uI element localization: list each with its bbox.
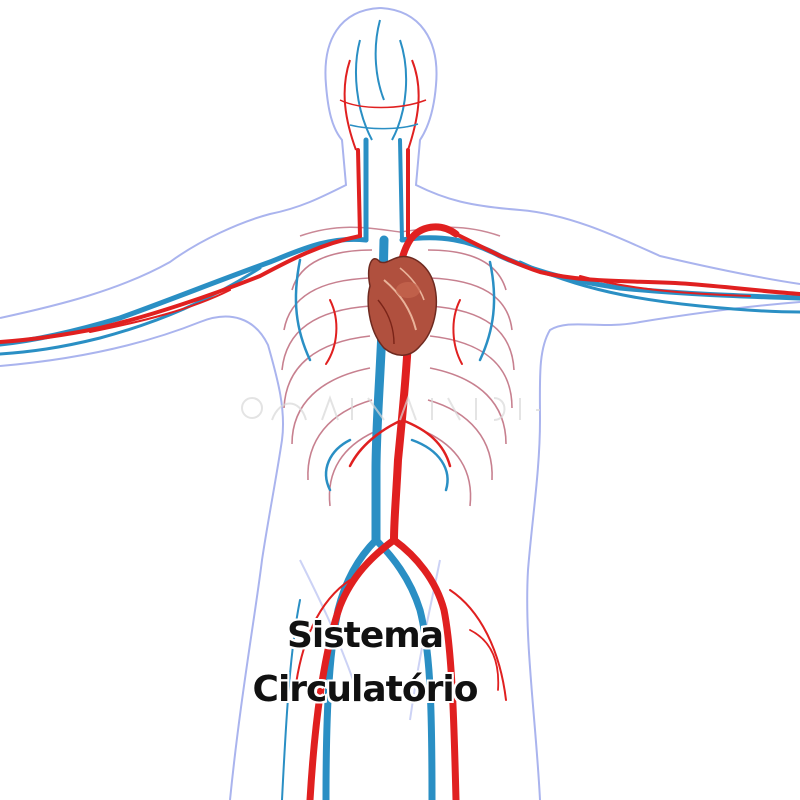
watermark: [242, 398, 540, 420]
head-vessels: [340, 20, 426, 150]
caption-line-1: Sistema: [286, 615, 444, 656]
caption-line-2: Circulatório: [252, 669, 478, 710]
heart: [368, 256, 436, 355]
